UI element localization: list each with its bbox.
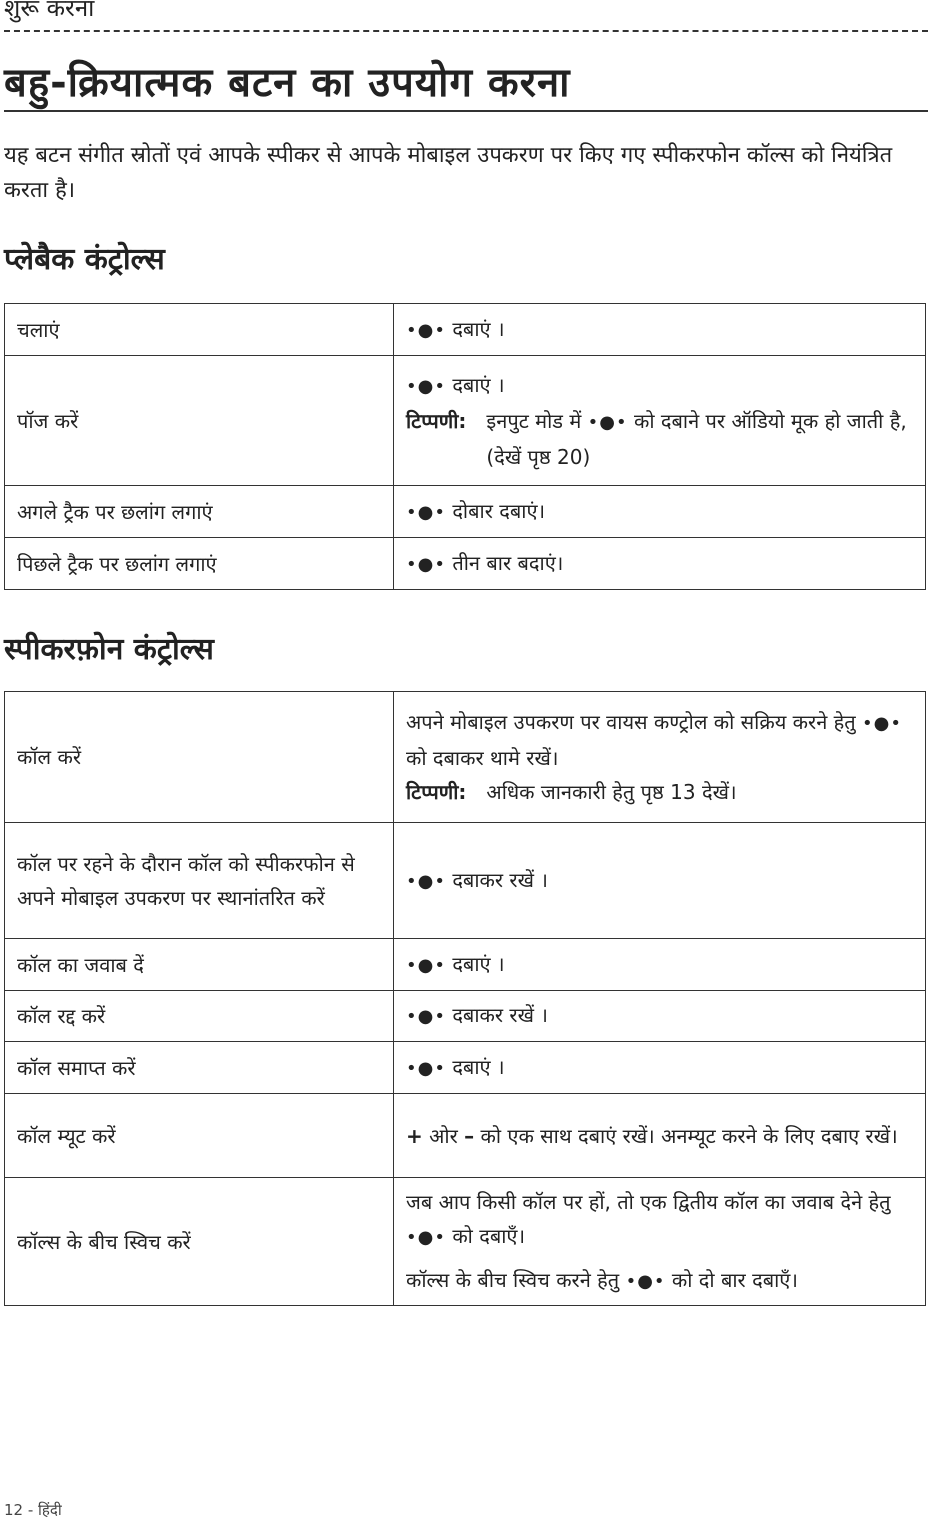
multifunction-button-icon: •●• <box>406 870 446 892</box>
multifunction-button-icon: •●• <box>406 1057 446 1079</box>
table-row <box>5 486 926 538</box>
description-cell: •●• दबाकर रखें । <box>394 991 926 1042</box>
description-cell: •●• दबाएं । <box>394 1042 926 1094</box>
action-cell: पिछले ट्रैक पर छलांग लगाएं <box>5 538 394 590</box>
multifunction-button-icon: •●• <box>406 501 446 523</box>
note: टिप्पणी: अधिक जानकारी हेतु पृष्ठ 13 देखें। <box>406 775 913 809</box>
multifunction-button-icon: •●• <box>406 375 446 397</box>
action-cell: कॉल पर रहने के दौरान कॉल को स्पीकरफोन से अपने मोबाइल उपकरण पर स्थानांतरित करें <box>5 823 394 939</box>
description-cell: + ओर – को एक साथ दबाएं रखें। अनम्यूट करने के लिए दबाए रखें। <box>394 1094 926 1178</box>
action-cell: कॉल करें <box>5 692 394 823</box>
playback-table <box>4 303 926 590</box>
page-footer: 12 - हिंदी <box>4 1501 62 1519</box>
dashed-divider <box>4 30 928 32</box>
speakerphone-table <box>4 691 926 1306</box>
table-row <box>5 1094 926 1178</box>
multifunction-button-icon: •●• <box>406 1006 446 1027</box>
description-cell: •●• दबाएं । <box>394 939 926 991</box>
intro-paragraph: यह बटन संगीत स्रोतों एवं आपके स्पीकर से आपके मोबाइल उपकरण पर किए गए स्पीकरफोन कॉल्स को नियंत्रित करता है। <box>4 143 893 203</box>
description-cell: •●• तीन बार बदाएं। <box>394 538 926 590</box>
description-cell: •●• दबाएं । टिप्पणी: इनपुट मोड में •●• को दबाने पर ऑडियो मूक हो जाती है, (देखें पृष्ठ 20) <box>394 356 926 486</box>
multifunction-button-icon: •●• <box>625 1270 666 1292</box>
multifunction-button-icon: •●• <box>406 954 446 976</box>
title-divider <box>4 110 928 112</box>
page-title: बहु-क्रियात्मक बटन का उपयोग करना <box>4 60 571 106</box>
section-label: शुरू करना <box>4 0 95 22</box>
playback-heading: प्लेबैक कंट्रोल्स <box>4 242 165 277</box>
action-cell: कॉल म्यूट करें <box>5 1094 394 1178</box>
table-row <box>5 1178 926 1306</box>
action-cell: कॉल समाप्त करें <box>5 1042 394 1094</box>
action-cell: कॉल रद्द करें <box>5 991 394 1042</box>
description-cell: •●• दबाकर रखें । <box>394 823 926 939</box>
note-label: टिप्पणी: <box>406 780 467 804</box>
minus-button-icon: – <box>464 1123 475 1148</box>
action-cell: अगले ट्रैक पर छलांग लगाएं <box>5 486 394 538</box>
description-cell: •●• दोबार दबाएं। <box>394 486 926 538</box>
table-row <box>5 991 926 1042</box>
table-row <box>5 939 926 991</box>
multifunction-button-icon: •●• <box>587 411 628 433</box>
table-row <box>5 692 926 823</box>
action-cell: कॉल्स के बीच स्विच करें <box>5 1178 394 1306</box>
action-cell: कॉल का जवाब दें <box>5 939 394 991</box>
multifunction-button-icon: •●• <box>862 713 902 734</box>
note: टिप्पणी: इनपुट मोड में •●• को दबाने पर ऑडियो मूक हो जाती है, (देखें पृष्ठ 20) <box>406 404 913 474</box>
plus-button-icon: + <box>406 1123 423 1148</box>
action-cell: पॉज करें <box>5 356 394 486</box>
table-row <box>5 304 926 356</box>
multifunction-button-icon: •●• <box>406 319 446 341</box>
multifunction-button-icon: •●• <box>406 553 446 575</box>
table-row <box>5 538 926 590</box>
note-label: टिप्पणी: <box>406 408 467 433</box>
table-row <box>5 356 926 486</box>
description-cell: जब आप किसी कॉल पर हों, तो एक द्वितीय कॉल का जवाब देने हेतु •●• को दबाएँ। कॉल्स के बीच स्विच करने हेतु •●• को दो बार दबाएँ। <box>394 1178 926 1306</box>
description-cell: •●• दबाएं । <box>394 304 926 356</box>
table-row <box>5 1042 926 1094</box>
multifunction-button-icon: •●• <box>406 1226 446 1248</box>
speakerphone-heading: स्पीकरफ़ोन कंट्रोल्स <box>4 632 214 667</box>
description-cell: अपने मोबाइल उपकरण पर वायस कण्ट्रोल को सक्रिय करने हेतु •●• को दबाकर थामे रखें। टिप्पणी: अधिक जानकारी हेतु पृष्ठ 13 देखें। <box>394 692 926 823</box>
action-cell: चलाएं <box>5 304 394 356</box>
table-row <box>5 823 926 939</box>
